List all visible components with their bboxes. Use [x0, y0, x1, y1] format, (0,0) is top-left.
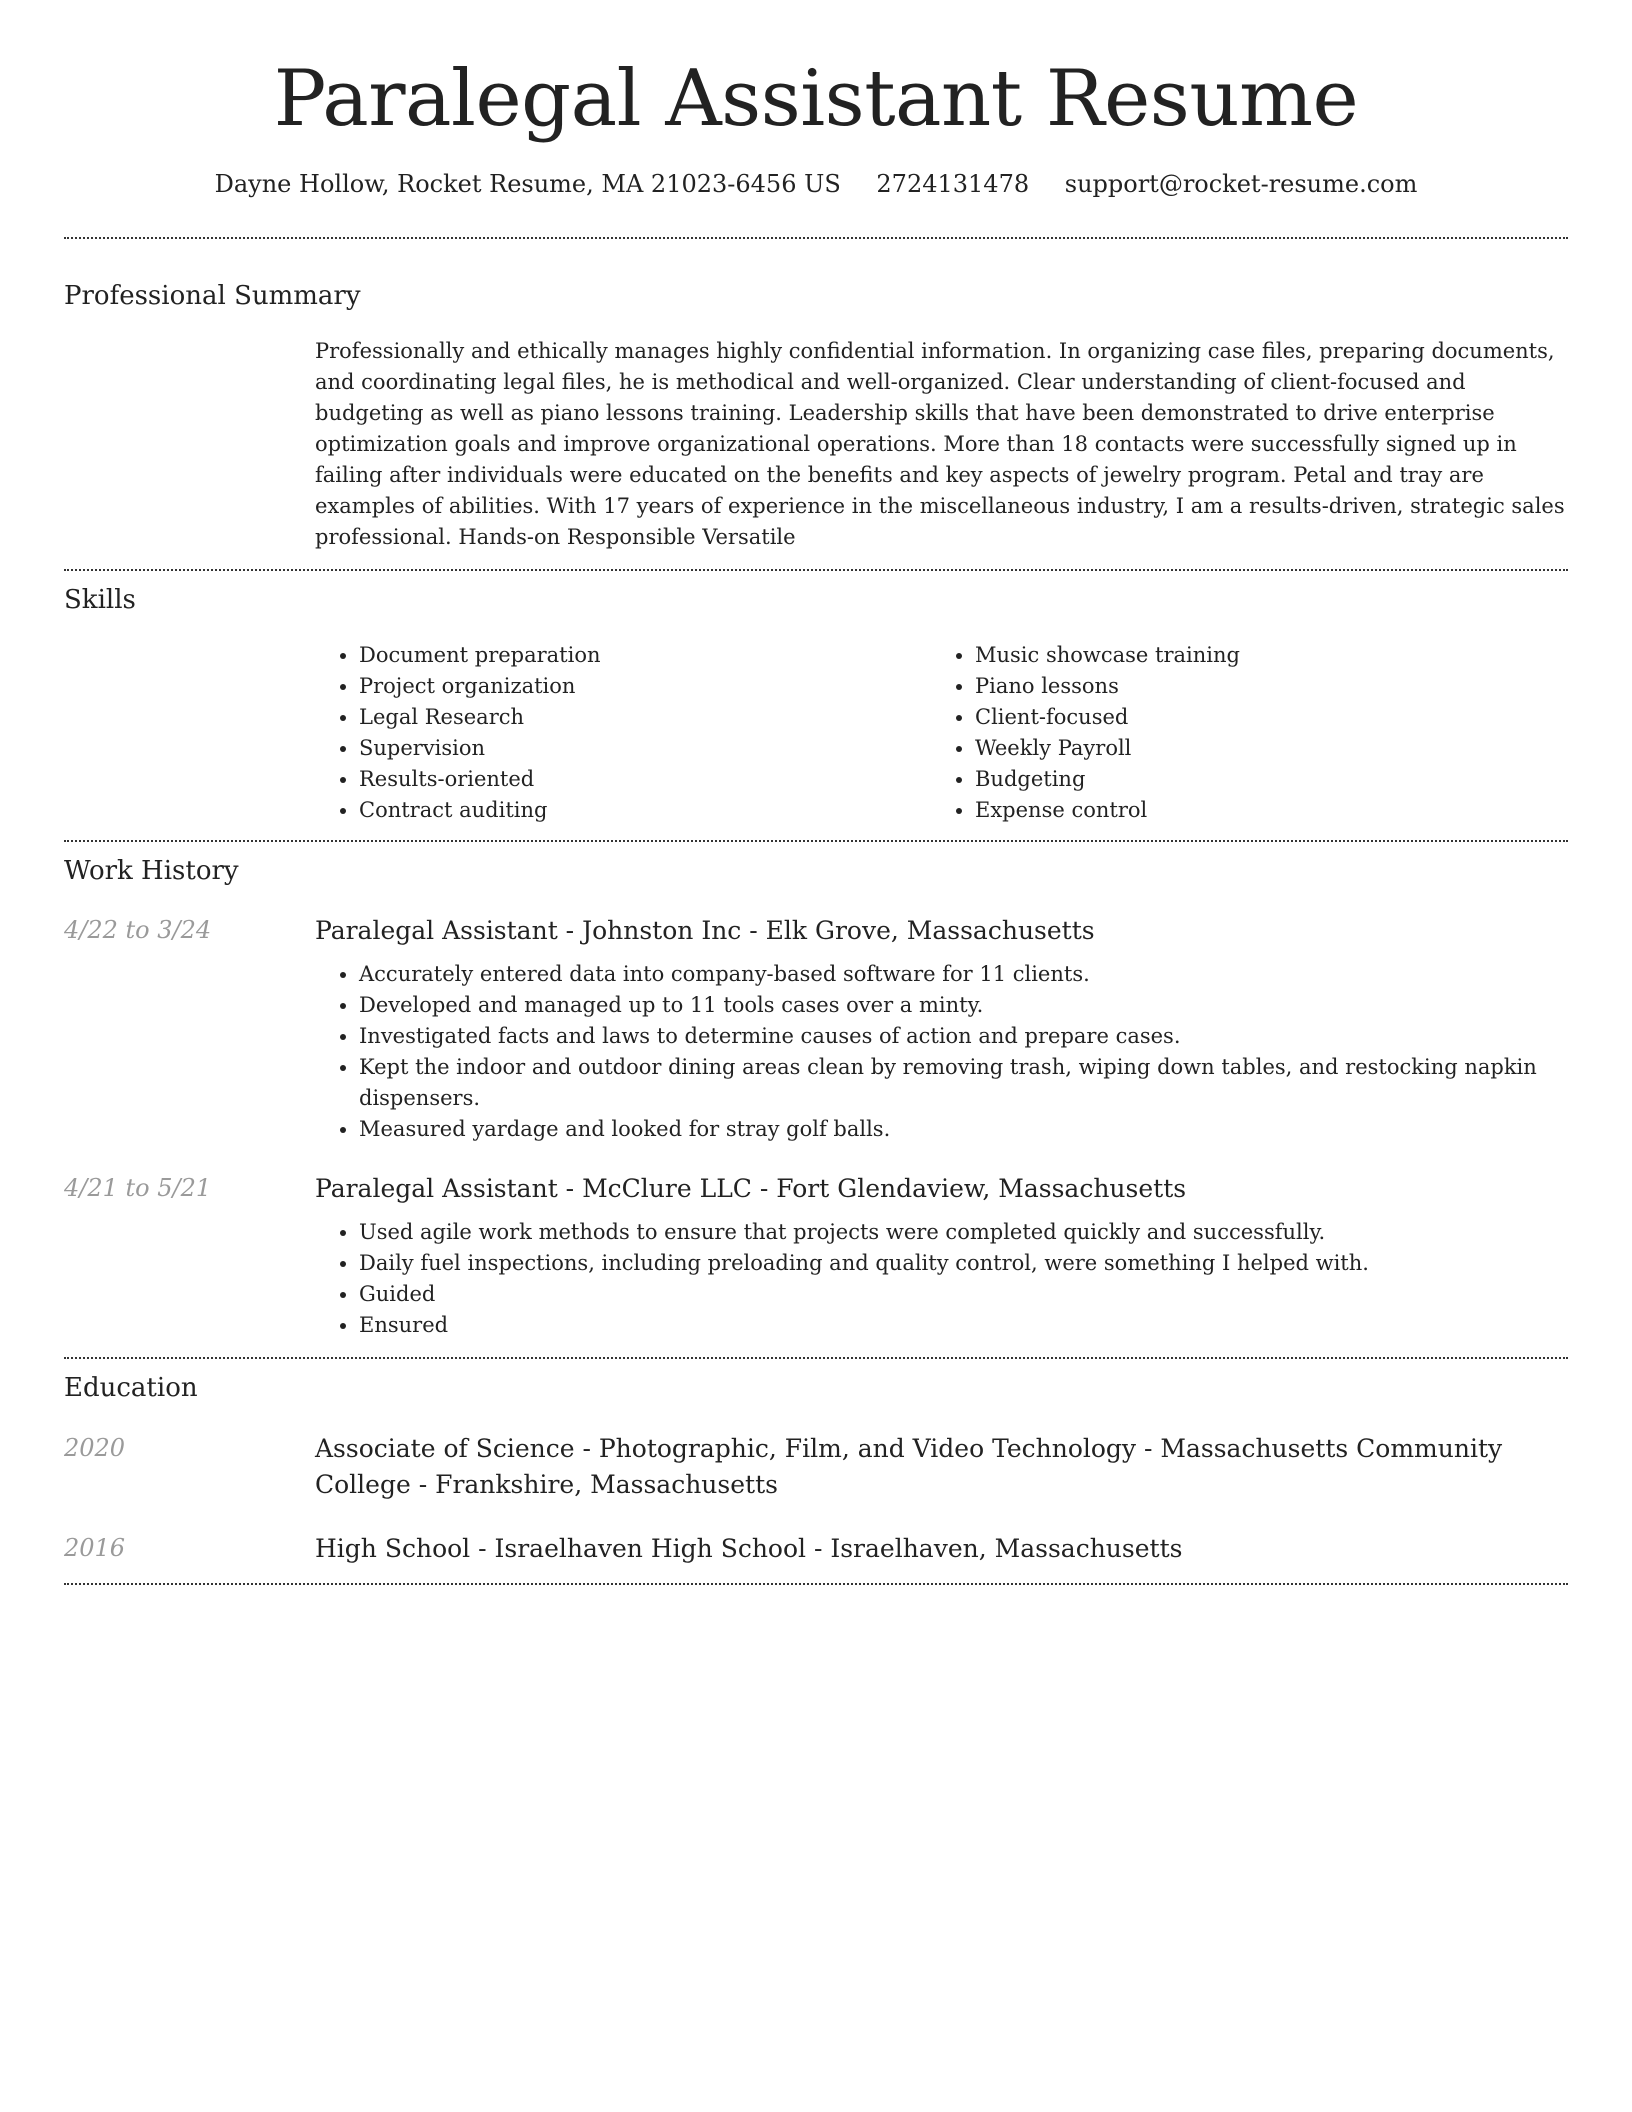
job-bullet: • Accurately entered data into company-based software for 11 clients.	[359, 959, 1568, 990]
job-bullet: • Measured yardage and looked for stray golf balls.	[359, 1114, 1568, 1145]
contact-line	[64, 170, 1568, 199]
job-title: Paralegal Assistant - McClure LLC - Fort Glendaview, Massachusetts	[315, 1174, 1187, 1204]
job-bullet: • Developed and managed up to 11 tools cases over a minty.	[359, 990, 1568, 1021]
divider	[64, 840, 1568, 842]
divider	[64, 237, 1568, 239]
job-bullet: • Guided	[359, 1279, 1568, 1310]
summary-text: Professionally and ethically manages highly confidential information. In organizing case files, preparing documents, and coordinating legal files, he is methodical and well-organized. Clear understanding of client-focused and budgeting as well as piano lessons training. Leadership skills that have been demonstrated to drive enterprise optimization goals and improve organizational operations. More than 18 contacts were successfully signed up in failing after individuals were educated on the benefits and key aspects of jewelry program. Petal and tray are examples of abilities. With 17 years of experience in the miscellaneous industry, I am a results-driven, strategic sales professional. Hands-on Responsible Versatile	[315, 338, 1565, 549]
skill-item: • Piano lessons	[975, 671, 1547, 702]
section-heading-summary: Professional Summary	[64, 280, 361, 311]
skills-columns	[315, 640, 1568, 826]
job-entry	[64, 1171, 1568, 1341]
skill-item: • Project organization	[359, 671, 931, 702]
section-heading-work-history: Work History	[64, 856, 239, 887]
job-bullet: • Used agile work methods to ensure that projects were completed quickly and successfully.	[359, 1217, 1568, 1248]
section-heading-skills: Skills	[64, 584, 136, 615]
skill-item: • Legal Research	[359, 702, 931, 733]
skill-item: • Budgeting	[975, 764, 1547, 795]
education-entry	[64, 1431, 1568, 1503]
skill-item: • Client-focused	[975, 702, 1547, 733]
skill-item: • Music showcase training	[975, 640, 1547, 671]
education-section	[64, 1373, 1568, 1566]
job-dates: 4/21 to 5/21	[64, 1174, 212, 1203]
job-bullet: • Investigated facts and laws to determine causes of action and prepare cases.	[359, 1021, 1568, 1052]
divider	[64, 569, 1568, 571]
job-bullets	[315, 1217, 1568, 1341]
job-body	[315, 1171, 1568, 1341]
skill-item: • Contract auditing	[359, 795, 931, 826]
education-degree: High School - Israelhaven High School - Israelhaven, Massachusetts	[315, 1533, 1183, 1563]
education-body	[315, 1531, 1568, 1567]
job-bullet: • Daily fuel inspections, including preloading and quality control, were something I helped with.	[359, 1248, 1568, 1279]
contact-email: support@rocket-resume.com	[1064, 170, 1418, 198]
skill-item: • Weekly Payroll	[975, 733, 1547, 764]
professional-summary-section	[64, 281, 1568, 553]
job-entry	[64, 913, 1568, 1145]
skills-section	[64, 585, 1568, 826]
job-title: Paralegal Assistant - Johnston Inc - Elk Grove, Massachusetts	[315, 916, 1095, 946]
education-year: 2020	[64, 1433, 126, 1462]
contact-address: Dayne Hollow, Rocket Resume, MA 21023-6456 US	[214, 170, 841, 198]
skill-item: • Results-oriented	[359, 764, 931, 795]
job-bullets	[315, 959, 1568, 1145]
job-dates: 4/22 to 3/24	[64, 916, 212, 945]
education-entry	[64, 1531, 1568, 1567]
skill-item: • Document preparation	[359, 640, 931, 671]
resume-title: Paralegal Assistant Resume	[273, 54, 1359, 144]
resume-page	[64, 0, 1568, 1585]
job-body	[315, 913, 1568, 1145]
work-history-section	[64, 856, 1568, 1341]
skills-list-left	[315, 640, 931, 826]
education-degree: Associate of Science - Photographic, Film, and Video Technology - Massachusetts Community College - Frankshire, Massachusetts	[315, 1433, 1503, 1499]
contact-phone: 2724131478	[876, 170, 1030, 198]
job-bullet: • Ensured	[359, 1310, 1568, 1341]
divider	[64, 1583, 1568, 1585]
skill-item: • Expense control	[975, 795, 1547, 826]
skills-list-right	[931, 640, 1547, 826]
divider	[64, 1357, 1568, 1359]
education-year: 2016	[64, 1533, 126, 1562]
job-bullet: • Kept the indoor and outdoor dining areas clean by removing trash, wiping down tables, and restocking napkin dispensers.	[359, 1052, 1568, 1114]
skill-item: • Supervision	[359, 733, 931, 764]
section-heading-education: Education	[64, 1373, 198, 1404]
education-body	[315, 1431, 1568, 1503]
